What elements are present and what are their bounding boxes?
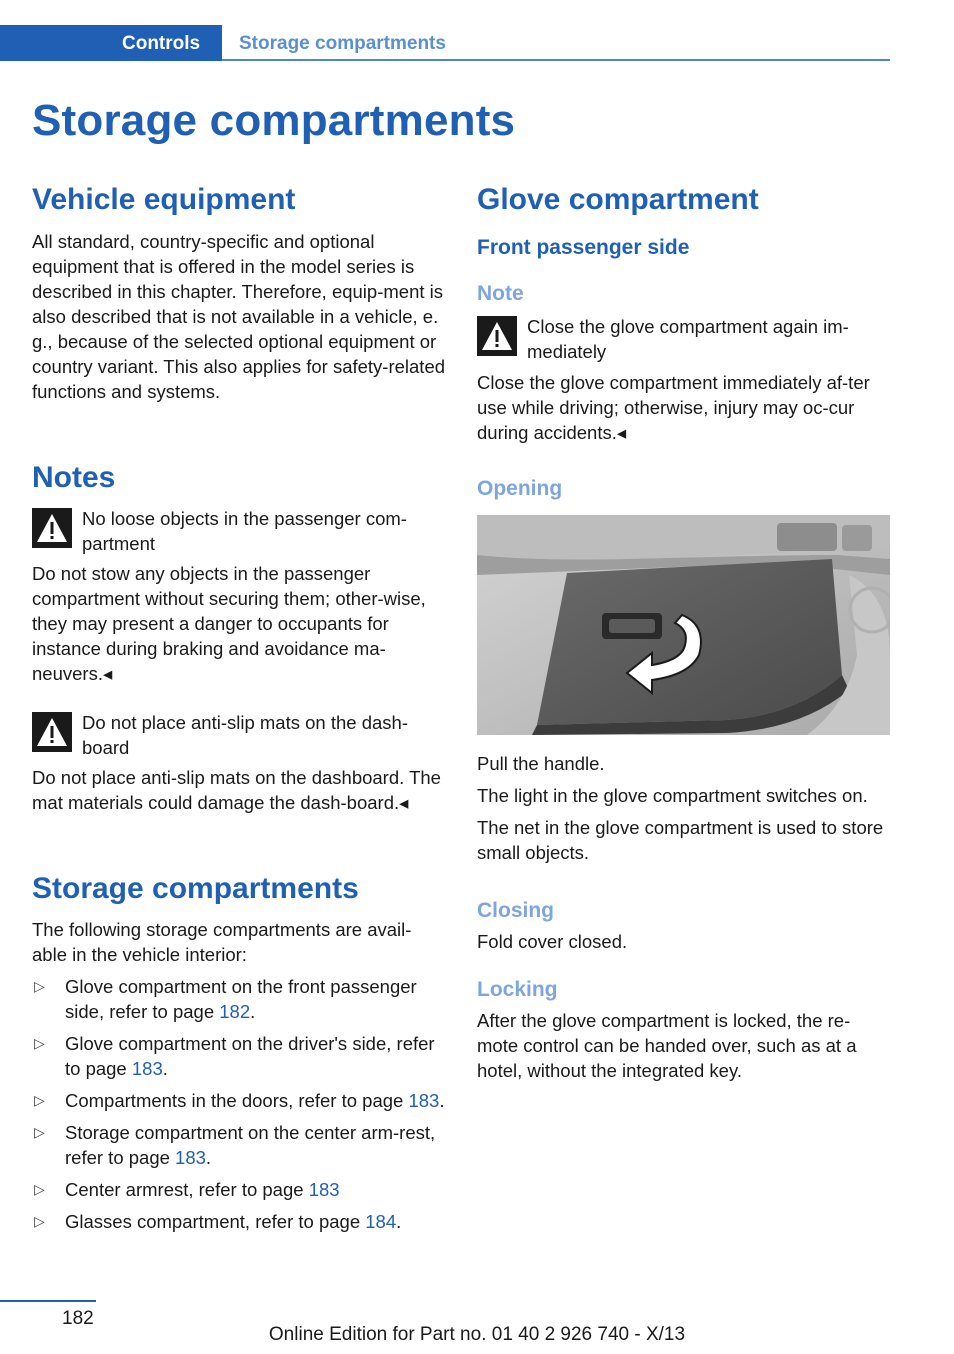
list-item: ▷ Glasses compartment, refer to page 184. [34,1211,402,1232]
bullet-icon: ▷ [34,1124,45,1140]
warning-loose-objects-text: Do not stow any objects in the passenger compartment without securing them; other-wise, they may present a danger to occupants for instance during braking and avoidance ma-neuvers.◂ [32,563,426,684]
section-tab-controls[interactable]: Controls [122,33,201,54]
heading-storage-compartments: Storage compartments [32,872,359,905]
page-link[interactable]: 183 [408,1090,440,1111]
opening-step-1: Pull the handle. [477,753,605,774]
heading-note: Note [477,282,524,305]
bullet-icon: ▷ [34,1213,45,1229]
footer-rule [0,1300,96,1302]
heading-notes: Notes [32,461,116,494]
bullet-icon: ▷ [34,1035,45,1051]
list-item: ▷ Storage compartment on the center arm-rest, refer to page 183. [34,1122,436,1168]
page-link[interactable]: 183 [308,1179,340,1200]
storage-intro: The following storage compartments are avail-able in the vehicle interior: [32,919,412,965]
warning-anti-slip-text: Do not place anti-slip mats on the dashboard. The mat materials could damage the dash-board.◂ [32,767,441,813]
warning-triangle-icon [32,712,72,752]
list-item: ▷ Center armrest, refer to page 183 [34,1179,340,1200]
header-rule [222,59,890,61]
right-column [477,180,891,1083]
closing-text: Fold cover closed. [477,931,628,952]
warning-loose-objects-title: No loose objects in the passenger com-partment [82,508,407,554]
page-number: 182 [62,1308,94,1329]
opening-step-2: The light in the glove compartment switches on. [477,785,868,806]
list-item: ▷ Glove compartment on the front passenger side, refer to page 182. [34,976,417,1022]
heading-locking: Locking [477,978,558,1001]
opening-step-3: The net in the glove compartment is used to store small objects. [477,817,884,863]
heading-vehicle-equipment: Vehicle equipment [32,183,296,216]
list-item: ▷ Compartments in the doors, refer to page 183. [34,1090,445,1111]
breadcrumb-storage[interactable]: Storage compartments [239,33,446,54]
heading-opening: Opening [477,477,563,500]
heading-front-passenger-side: Front passenger side [477,236,690,259]
warning-triangle-icon [32,508,72,548]
warning-close-glove [477,314,891,364]
page-title: Storage compartments [32,96,516,145]
page-link[interactable]: 184 [365,1211,397,1232]
glove-compartment-image [477,515,890,735]
bullet-icon: ▷ [34,1181,45,1197]
warning-loose-objects [32,506,446,556]
storage-list [32,974,446,1234]
warning-anti-slip-title: Do not place anti-slip mats on the dash-board [82,712,408,758]
page-link[interactable]: 183 [175,1147,206,1168]
warning-anti-slip-mats [32,710,446,760]
running-header [0,25,890,61]
bullet-icon: ▷ [34,1092,45,1108]
warning-close-glove-text: Close the glove compartment immediately af-ter use while driving; otherwise, injury may oc-cur during accidents.◂ [477,372,870,443]
page-link[interactable]: 183 [131,1058,163,1079]
left-column [32,180,446,1241]
list-item: ▷ Glove compartment on the driver's side, refer to page 183. [34,1033,435,1079]
warning-close-glove-title: Close the glove compartment again im-mediately [527,316,849,362]
glove-compartment-illustration [477,515,891,735]
warning-triangle-icon [477,316,517,356]
heading-closing: Closing [477,899,554,922]
page-link[interactable]: 182 [219,1001,251,1022]
heading-glove-compartment: Glove compartment [477,183,759,216]
vehicle-equipment-text: All standard, country-specific and optional equipment that is offered in the model series is described in this chapter. Therefore, equip-ment is also described that is not available in a vehicle, e. g., because of the selected optional equipment or country variant. This also applies for safety-related functions and systems. [32,231,446,402]
locking-text: After the glove compartment is locked, the re-mote control can be handed over, such as at a hotel, without the integrated key. [477,1010,857,1081]
edition-text: Online Edition for Part no. 01 40 2 926 740 - X/13 [268,1324,686,1345]
bullet-icon: ▷ [34,978,45,994]
